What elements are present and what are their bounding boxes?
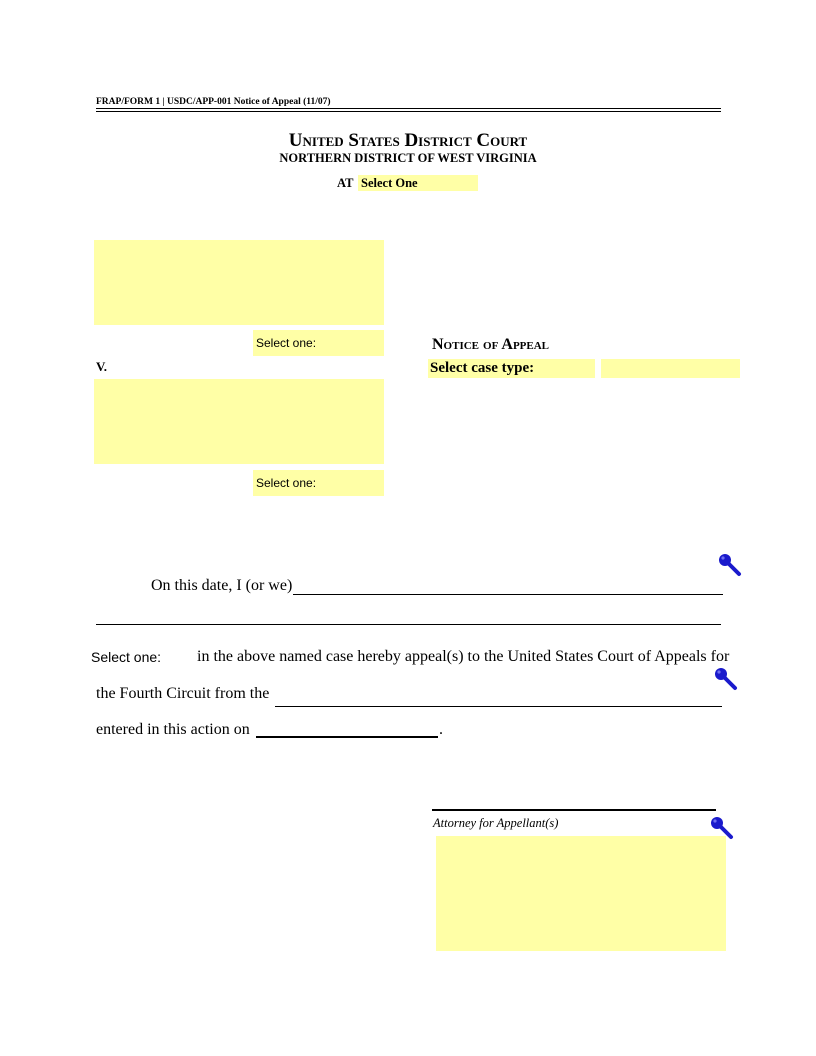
key-icon[interactable] [712, 665, 738, 691]
plaintiff-role-select[interactable]: Select one: [253, 330, 384, 356]
header-rule [96, 108, 721, 112]
entry-date-line[interactable] [256, 736, 438, 738]
defendant-role-select[interactable]: Select one: [253, 470, 384, 496]
defendant-name-field[interactable] [94, 379, 384, 464]
appellant-name-line[interactable] [293, 594, 723, 595]
fourth-circuit-label: the Fourth Circuit from the [96, 685, 270, 702]
entered-on-label: entered in this action on [96, 721, 250, 738]
court-district: NORTHERN DISTRICT OF WEST VIRGINIA [279, 151, 537, 165]
party-select[interactable]: Select one: [91, 649, 162, 665]
court-title: United States District Court [288, 130, 528, 151]
versus-label: V. [96, 359, 107, 374]
attorney-label: Attorney for Appellant(s) [433, 816, 559, 830]
case-number-field[interactable] [601, 359, 740, 378]
plaintiff-name-field[interactable] [94, 240, 384, 325]
at-label: AT [337, 176, 354, 190]
notice-title: Notice of Appeal [432, 336, 550, 353]
attorney-address-field[interactable] [436, 836, 726, 951]
case-type-select[interactable]: Select case type: [428, 359, 595, 378]
key-icon[interactable] [716, 551, 742, 577]
appeal-statement: in the above named case hereby appeal(s) to the United States Court of Appeals for [197, 648, 730, 665]
judgment-description-line[interactable] [275, 706, 722, 707]
date-statement-label: On this date, I (or we) [151, 577, 293, 594]
signature-line[interactable] [432, 809, 716, 811]
appellant-name-line-2[interactable] [96, 624, 721, 625]
period: . [439, 721, 443, 738]
form-id-header: FRAP/FORM 1 | USDC/APP-001 Notice of Appeal (11/07) [96, 97, 331, 107]
court-location-select[interactable]: Select One [358, 175, 478, 191]
